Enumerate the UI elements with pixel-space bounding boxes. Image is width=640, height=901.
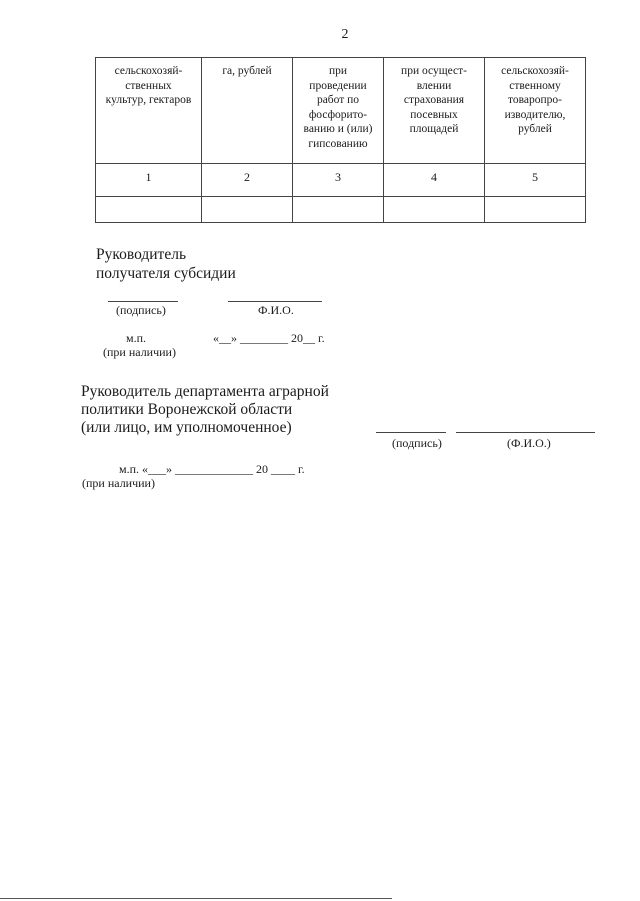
header-text: культур, гектаров [105, 94, 192, 106]
column-number: 4 [384, 164, 485, 197]
header-cell-2 [202, 58, 293, 164]
header-text: сельскохозяй- [114, 65, 183, 77]
column-number: 5 [485, 164, 586, 197]
header-text: площадей [409, 123, 459, 135]
recipient-signature-label: (подпись) [116, 303, 166, 317]
header-text: страхования [403, 94, 465, 106]
header-text: товаропро- [508, 94, 562, 106]
header-text: ванию и (или) [303, 123, 373, 135]
header-text: рублей [518, 123, 552, 135]
header-text: при осущест- [401, 65, 467, 77]
column-number-row [96, 164, 586, 197]
recipient-signature-line [108, 301, 178, 302]
column-number: 3 [293, 164, 384, 197]
recipient-stamp-label: м.п. [126, 331, 147, 345]
header-text: гипсованию [308, 137, 368, 150]
department-signature-label: (подпись) [392, 436, 442, 450]
column-number: 1 [96, 164, 202, 197]
header-text: ственных [125, 79, 172, 92]
table-cell [293, 197, 384, 223]
department-date: м.п. «___» _____________ 20 ____ г. [119, 462, 305, 476]
header-text: га, рублей [222, 65, 272, 77]
department-name-label: (Ф.И.О.) [507, 436, 551, 450]
table-cell [202, 197, 293, 223]
header-cell-3 [293, 58, 384, 164]
header-text: работ по [316, 94, 360, 106]
header-text: посевных [410, 108, 458, 121]
header-text: ственному [509, 79, 561, 92]
recipient-date: «__» ________ 20__ г. [213, 331, 325, 345]
table-cell [96, 197, 202, 223]
header-text: проведении [309, 79, 367, 92]
recipient-title-line1: Руководитель [96, 246, 187, 263]
header-text: при [328, 65, 348, 77]
header-text: изводителю, [504, 108, 566, 121]
recipient-title-line2: получателя субсидии [96, 265, 236, 282]
department-signature-line [376, 432, 446, 433]
department-name-line [456, 432, 595, 433]
table-cell [485, 197, 586, 223]
table-row [96, 197, 586, 223]
column-number: 2 [202, 164, 293, 197]
header-cell-4 [384, 58, 485, 164]
recipient-name-line [228, 301, 322, 302]
header-text: фосфорито- [308, 108, 368, 121]
page-bottom-rule [0, 898, 392, 899]
header-cell-5 [485, 58, 586, 164]
department-title-line1: Руководитель департамента аграрной [81, 383, 329, 400]
recipient-stamp-note: (при наличии) [103, 345, 176, 359]
department-title-line2: политики Воронежской области [81, 401, 293, 418]
table-header-row [96, 58, 586, 164]
subsidy-table [95, 57, 586, 223]
department-title-line3: (или лицо, им уполномоченное) [81, 419, 292, 436]
table-cell [384, 197, 485, 223]
page-number: 2 [341, 27, 349, 42]
recipient-name-label: Ф.И.О. [258, 303, 294, 317]
header-text: сельскохозяй- [501, 65, 569, 77]
department-stamp-note: (при наличии) [82, 476, 155, 490]
header-text: влении [416, 79, 452, 92]
header-cell-1 [96, 58, 202, 164]
